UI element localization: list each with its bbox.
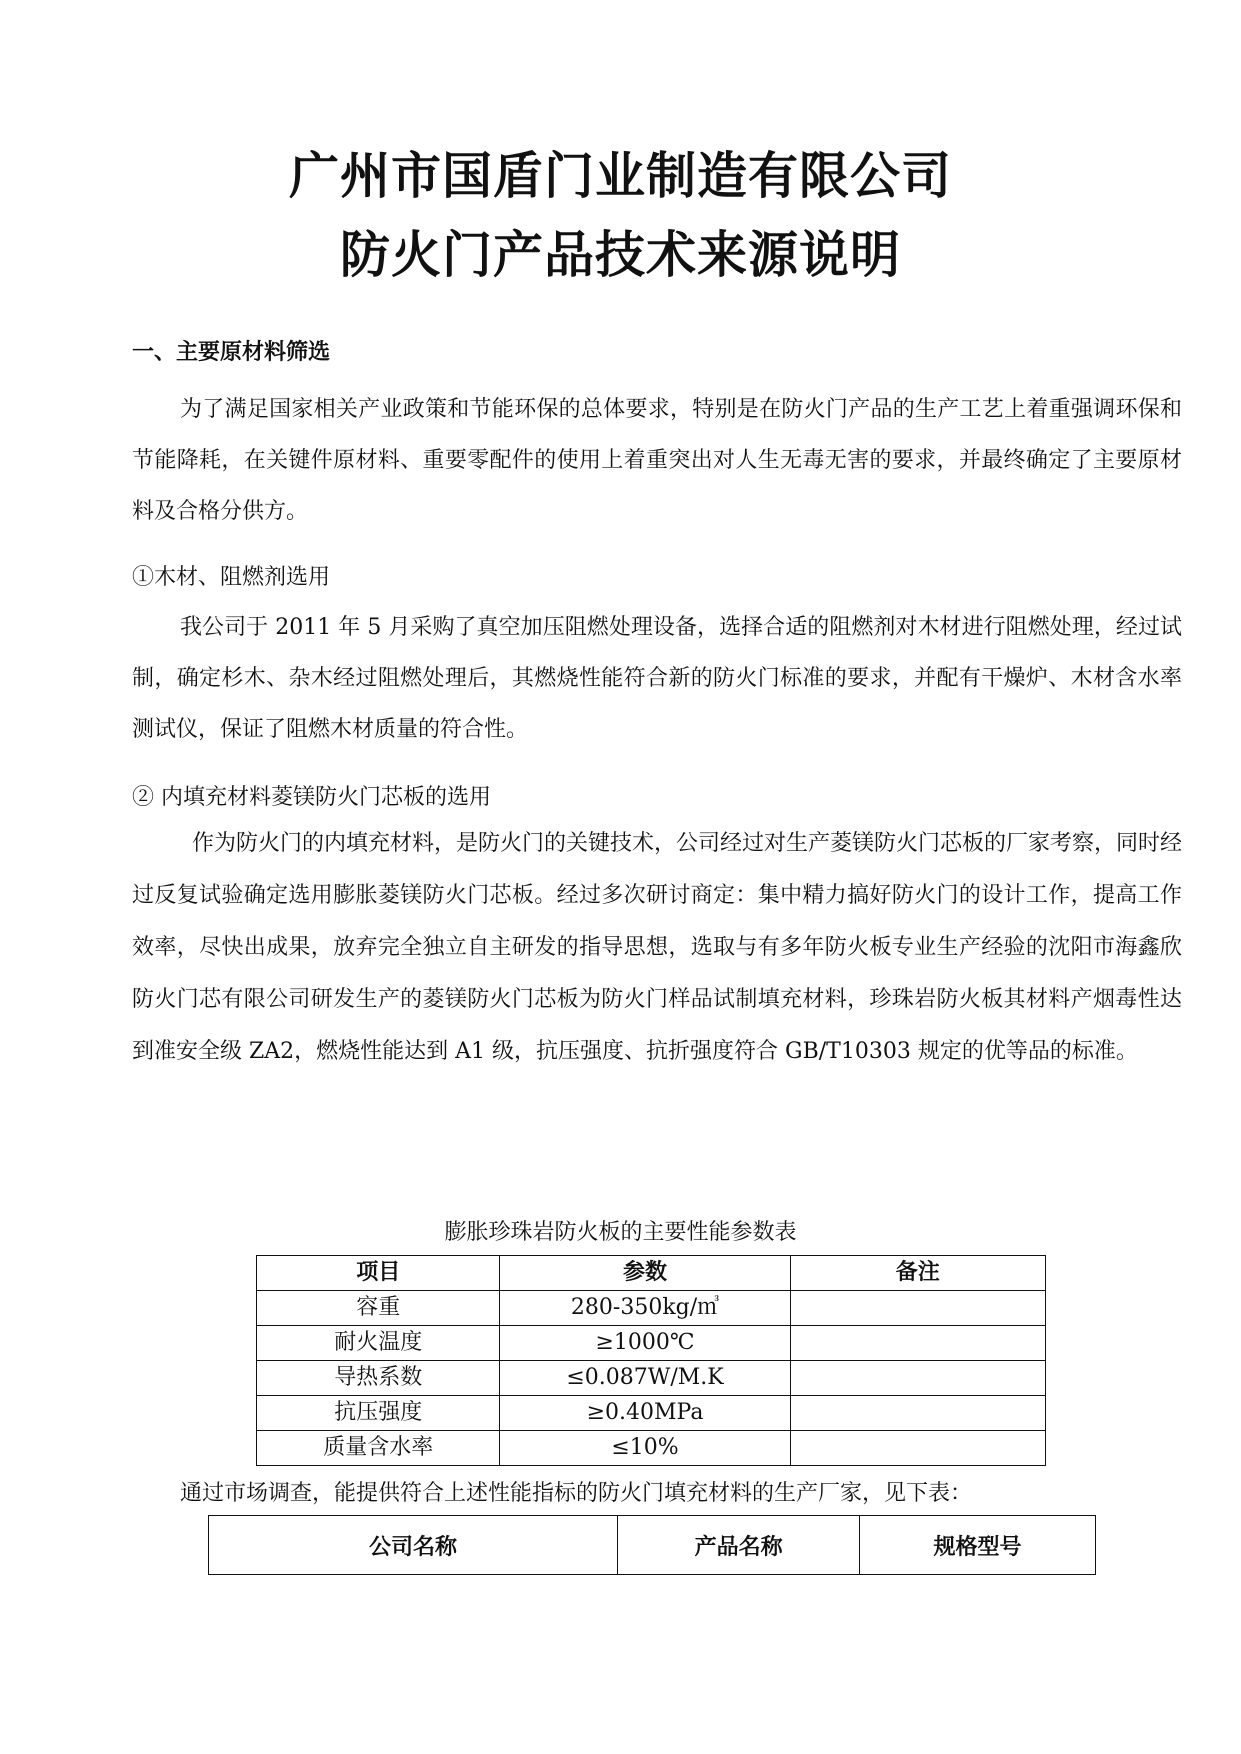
param-item: 导热系数 — [257, 1361, 500, 1396]
paragraph-core-board: 作为防火门的内填充材料，是防火门的关键技术，公司经过对生产菱镁防火门芯板的厂家考察，同时经过反复试验确定选用膨胀菱镁防火门芯板。经过多次研讨商定：集中精力搞好防火门的设计工作，提高工作效率，尽快出成果，放弃完全独立自主研发的指导思想，选取与有多年防火板专业生产经验的沈阳市海鑫欣防火门芯有限公司研发生产的菱镁防火门芯板为防火门样品试制填充材料，珍珠岩防火板其材料产烟毒性达到准安全级 ZA2，燃烧性能达到 A1 级，抗压强度、抗折强度符合 GB/T10303 规定的优等品的标准。 — [132, 831, 1183, 1064]
param-table-caption: 膨胀珍珠岩防火板的主要性能参数表 — [444, 1220, 797, 1245]
param-value: ≤10% — [500, 1431, 790, 1466]
param-note — [790, 1431, 1045, 1466]
maker-table — [208, 1515, 1096, 1575]
param-header-item: 项目 — [257, 1256, 500, 1291]
param-header-note: 备注 — [790, 1256, 1045, 1291]
param-note — [790, 1291, 1045, 1326]
paragraph-wood-treatment: 我公司于 2011 年 5 月采购了真空加压阻燃处理设备，选择合适的阻燃剂对木材进行阻燃处理，经过试制，确定杉木、杂木经过阻燃处理后，其燃烧性能符合新的防火门标准的要求，并配有干燥炉、木材含水率测试仪，保证了阻燃木材质量的符合性。 — [132, 615, 1182, 742]
maker-table-header-row — [209, 1516, 1096, 1575]
param-note — [790, 1326, 1045, 1361]
table-row — [257, 1326, 1046, 1361]
paragraph-policy: 为了满足国家相关产业政策和节能环保的总体要求，特别是在防火门产品的生产工艺上着重强调环保和节能降耗，在关键件原材料、重要零配件的使用上着重突出对人生无毒无害的要求，并最终确定了主要原材料及合格分供方。 — [132, 397, 1182, 524]
table-row — [257, 1291, 1046, 1326]
document-title-subject: 防火门产品技术来源说明 — [340, 226, 901, 284]
param-value: ≥0.40MPa — [500, 1396, 790, 1431]
maker-header-company: 公司名称 — [209, 1516, 618, 1575]
param-header-value: 参数 — [500, 1256, 790, 1291]
param-item: 质量含水率 — [257, 1431, 500, 1466]
maker-table-intro: 通过市场调查，能提供符合上述性能指标的防火门填充材料的生产厂家，见下表： — [180, 1481, 973, 1506]
subheading-core-board: ② 内填充材料菱镁防火门芯板的选用 — [132, 785, 491, 810]
param-value: ≤0.087W/M.K — [500, 1361, 790, 1396]
param-item: 耐火温度 — [257, 1326, 500, 1361]
param-value: ≥1000℃ — [500, 1326, 790, 1361]
param-value: 280-350kg/㎥ — [500, 1291, 790, 1326]
table-row — [257, 1361, 1046, 1396]
document-title-company: 广州市国盾门业制造有限公司 — [289, 147, 952, 205]
param-table-header-row — [257, 1256, 1046, 1291]
table-row — [257, 1431, 1046, 1466]
section-heading-raw-materials: 一、主要原材料筛选 — [132, 340, 331, 365]
subheading-wood-retardant: ①木材、阻燃剂选用 — [132, 565, 331, 590]
param-item: 抗压强度 — [257, 1396, 500, 1431]
table-row — [257, 1396, 1046, 1431]
maker-header-spec: 规格型号 — [860, 1516, 1096, 1575]
param-note — [790, 1361, 1045, 1396]
param-note — [790, 1396, 1045, 1431]
param-table — [256, 1255, 1046, 1466]
maker-header-product: 产品名称 — [618, 1516, 860, 1575]
param-item: 容重 — [257, 1291, 500, 1326]
